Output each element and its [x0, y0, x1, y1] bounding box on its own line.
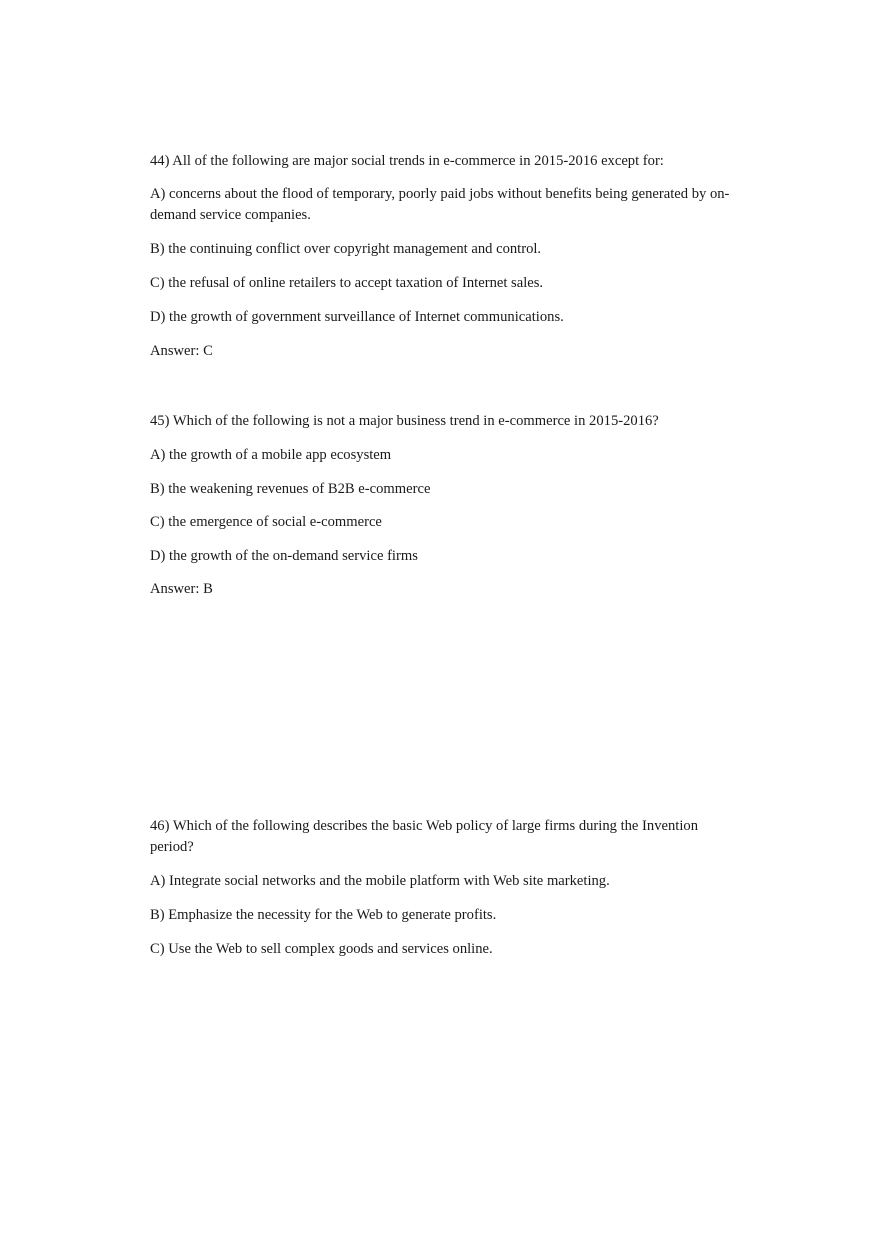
question-45-answer: Answer: B: [150, 581, 213, 597]
question-45-option-c: C) the emergence of social e-commerce: [150, 514, 382, 530]
question-45-option-d: D) the growth of the on-demand service firms: [150, 548, 418, 564]
question-44-option-a: A) concerns about the flood of temporary, poorly paid jobs without benefits being generated by on-demand service companies.: [150, 186, 730, 223]
question-46-option-c: C) Use the Web to sell complex goods and services online.: [150, 941, 493, 957]
question-44-option-c: C) the refusal of online retailers to accept taxation of Internet sales.: [150, 275, 544, 291]
question-46-option-a: A) Integrate social networks and the mobile platform with Web site marketing.: [150, 873, 610, 889]
question-44-option-d: D) the growth of government surveillance of Internet communications.: [150, 309, 564, 325]
question-45-option-b: B) the weakening revenues of B2B e-commerce: [150, 481, 431, 497]
question-44-option-b: B) the continuing conflict over copyright management and control.: [150, 241, 542, 257]
question-46-option-b: B) Emphasize the necessity for the Web to generate profits.: [150, 907, 497, 923]
question-46-prompt: 46) Which of the following describes the basic Web policy of large firms during the Invention period?: [150, 818, 698, 855]
question-44-prompt: 44) All of the following are major social trends in e-commerce in 2015-2016 except for:: [150, 153, 664, 169]
question-44-answer: Answer: C: [150, 343, 213, 359]
question-45-prompt: 45) Which of the following is not a major business trend in e-commerce in 2015-2016?: [150, 413, 659, 429]
question-45-option-a: A) the growth of a mobile app ecosystem: [150, 447, 392, 463]
